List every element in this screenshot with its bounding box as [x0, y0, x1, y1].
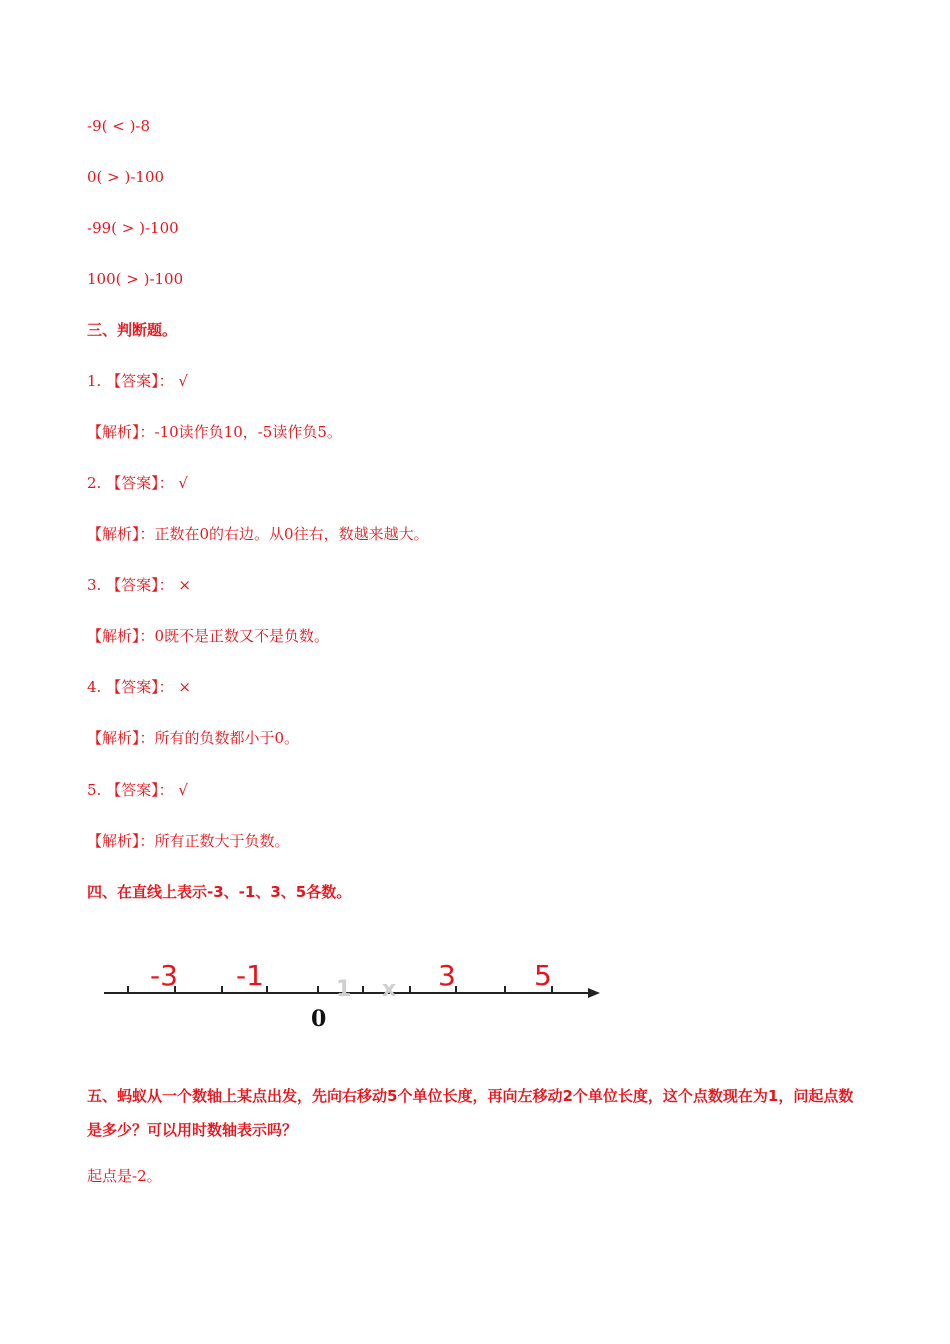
faded-mark-1: 1 — [336, 977, 352, 1002]
answer-5: 5. 【答案】： √ — [87, 781, 188, 799]
section-4-title: 四、在直线上表示-3、-1、3、5各数。 — [87, 883, 352, 901]
analysis-5: 【解析】：所有正数大于负数。 — [87, 832, 290, 850]
analysis-4: 【解析】：所有的负数都小于0。 — [87, 729, 300, 747]
comparison-line-2: 0( > )-100 — [87, 168, 165, 186]
answer-1: 1. 【答案】： √ — [87, 372, 188, 390]
comparison-line-3: -99( > )-100 — [87, 219, 179, 237]
answer-3: 3. 【答案】： × — [87, 576, 191, 594]
zero-label: 0 — [311, 1006, 327, 1032]
answer-4: 4. 【答案】： × — [87, 678, 191, 696]
answer-2: 2. 【答案】： √ — [87, 474, 188, 492]
section-5-question: 五、蚂蚁从一个数轴上某点出发，先向右移动5个单位长度，再向左移动2个单位长度，这个点数现在为1，问起点数是多少？可以用时数轴表示吗？ — [87, 1087, 854, 1139]
number-label-3: 3 — [438, 959, 456, 992]
analysis-3: 【解析】：0既不是正数又不是负数。 — [87, 627, 330, 645]
number-label-5: 5 — [534, 959, 552, 992]
section-5-answer: 起点是-2。 — [87, 1167, 162, 1185]
analysis-2: 【解析】：正数在0的右边。从0往右，数越来越大。 — [87, 525, 429, 543]
comparison-line-4: 100( > )-100 — [87, 270, 184, 288]
number-label-neg1: -1 — [236, 959, 264, 992]
analysis-1: 【解析】：-10读作负10，-5读作负5。 — [87, 423, 342, 441]
faded-mark-x: x — [382, 977, 397, 1002]
number-label-neg3: -3 — [150, 959, 178, 992]
section-3-title: 三、判断题。 — [87, 321, 178, 339]
comparison-line-1: -9( < )-8 — [87, 117, 151, 135]
number-line-arrow — [588, 988, 600, 998]
number-line-figure — [100, 952, 610, 1042]
